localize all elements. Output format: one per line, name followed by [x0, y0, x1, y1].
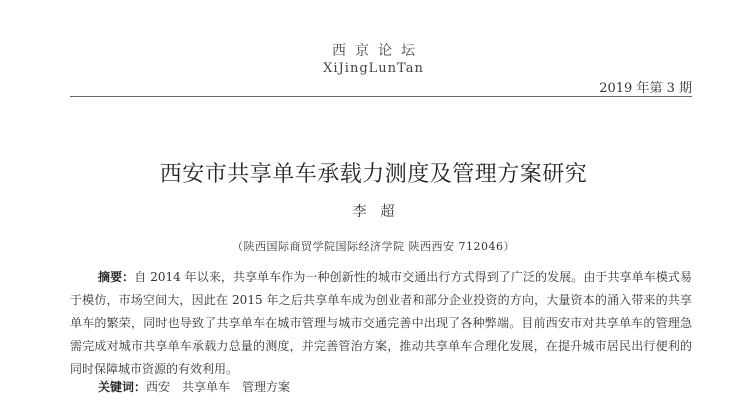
header-divider [70, 96, 692, 97]
journal-name-en: XiJingLunTan [323, 61, 424, 76]
abstract-section [70, 266, 692, 381]
keywords-label: 关键词： [98, 380, 147, 394]
keyword-item: 共享单车 [182, 380, 231, 394]
issue-number: 2019 年第 3 期 [599, 81, 692, 96]
journal-name-cn: 西京论坛 [332, 43, 424, 59]
author-affiliation: （陕西国际商贸学院国际经济学院 陕西西安 712046） [232, 240, 515, 253]
abstract-label: 摘要： [98, 270, 135, 284]
author-name: 李超 [352, 204, 409, 220]
keyword-item: 管理方案 [242, 380, 291, 394]
keywords-section [98, 378, 302, 395]
abstract-paragraph [70, 266, 692, 381]
keyword-item: 西安 [146, 380, 171, 394]
article-title: 西安市共享单车承载力测度及管理方案研究 [159, 162, 588, 187]
abstract-text: 自 2014 年以来，共享单车作为一种创新性的城市交通出行方式得到了广泛的发展。由于共享单车模式易于模仿，市场空间大，因此在 2015 年之后共享单车成为创业者和部分企业投资的方向，大量资本的涌入带来的共享单车的繁荣，同时也导致了共享单车在城市管理与城市交通完善中出现了各种弊端。目前西安市对共享单车的管理急需完成对城市共享单车承载力总量的测度，并完善管治方案，推动共享单车合理化发展，在提升城市居民出行便利的同时保障城市资源的有效利用。 [70, 270, 692, 376]
